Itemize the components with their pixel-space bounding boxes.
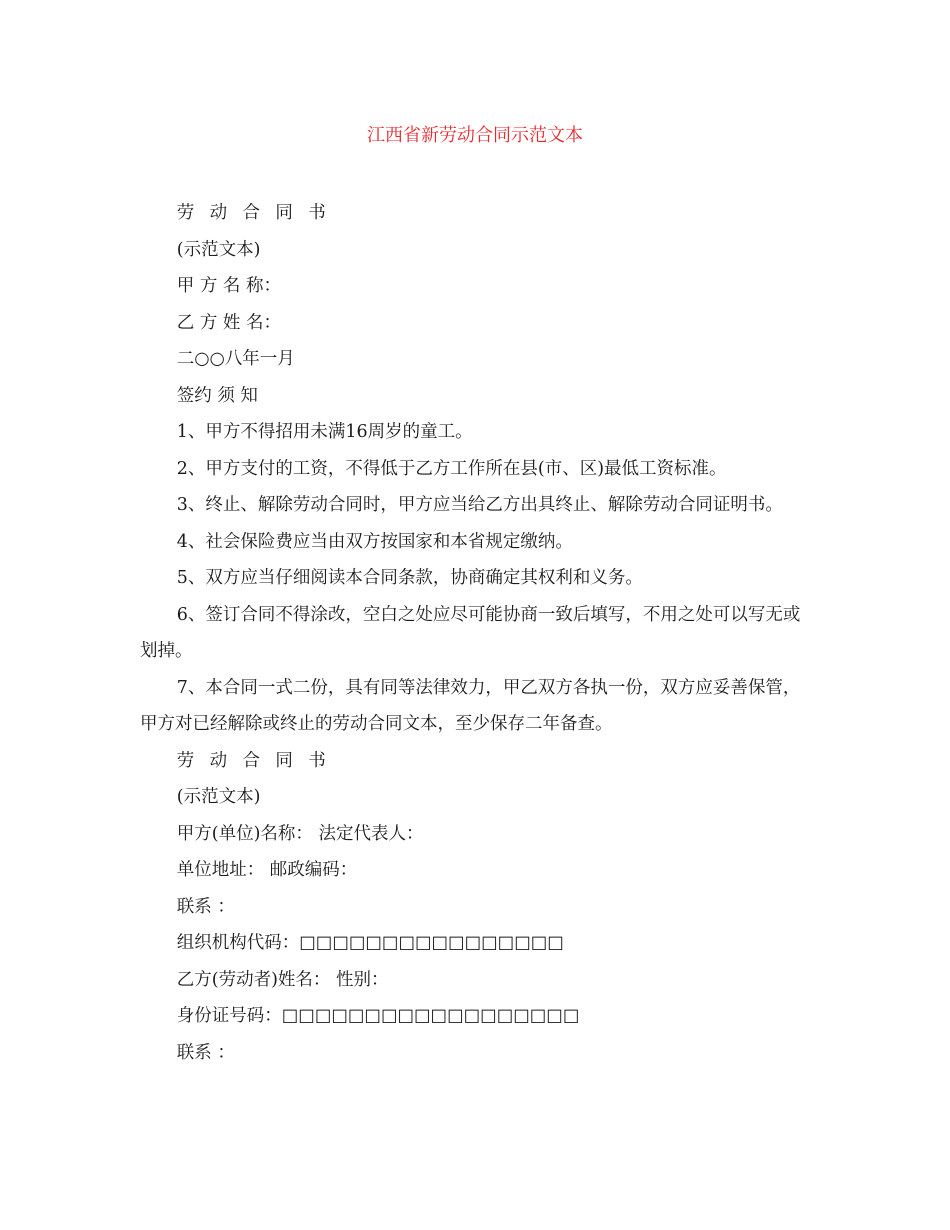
notice-item-3: 3、终止、解除劳动合同时，甲方应当给乙方出具终止、解除劳动合同证明书。 <box>176 495 783 515</box>
notice-item-4: 4、社会保险费应当由双方按国家和本省规定缴纳。 <box>176 531 573 552</box>
party-a-name-field: 甲 方 名 称： <box>176 276 281 296</box>
employee-contact-field: 联系 ： <box>176 1042 235 1063</box>
notice-item-1: 1、甲方不得招用未满16周岁的童工。 <box>176 422 473 442</box>
employer-contact-field: 联系 ： <box>176 896 235 917</box>
document-title: 江西省新劳动合同示范文本 <box>367 125 583 146</box>
sample-text-note: (示范文本) <box>176 239 261 260</box>
party-b-name-field: 乙 方 姓 名： <box>176 312 281 333</box>
employer-address-field: 单位地址： 邮政编码： <box>176 860 358 880</box>
notice-item-6: 6、签订合同不得涂改，空白之处应尽可能协商一致后填写，不用之处可以写无或划掉。 <box>140 604 801 661</box>
notice-item-2: 2、甲方支付的工资，不得低于乙方工作所在县(市、区)最低工资标准。 <box>176 458 727 479</box>
document-date: 二○○八年一月 <box>176 349 295 369</box>
notice-item-7: 7、本合同一式二份，具有同等法律效力，甲乙双方各执一份，双方应妥善保管，甲方对已经解除或终止的劳动合同文本，至少保存二年备查。 <box>140 677 801 734</box>
document-body <box>140 195 802 1071</box>
employer-name-field: 甲方(单位)名称： 法定代表人： <box>176 823 424 844</box>
contract-heading: 劳 动 合 同 书 <box>176 203 331 223</box>
id-number-field: 身份证号码：□□□□□□□□□□□□□□□□□□ <box>176 1006 580 1026</box>
contract-heading-2: 劳 动 合 同 书 <box>176 750 331 771</box>
sample-text-note-2: (示范文本) <box>176 787 261 807</box>
organization-code-field: 组织机构代码：□□□□□□□□□□□□□□□□ <box>176 933 564 953</box>
employee-name-field: 乙方(劳动者)姓名： 性别： <box>176 969 389 990</box>
notice-item-5: 5、双方应当仔细阅读本合同条款，协商确定其权利和义务。 <box>176 568 643 588</box>
signing-notice-heading: 签约 须 知 <box>176 385 258 406</box>
